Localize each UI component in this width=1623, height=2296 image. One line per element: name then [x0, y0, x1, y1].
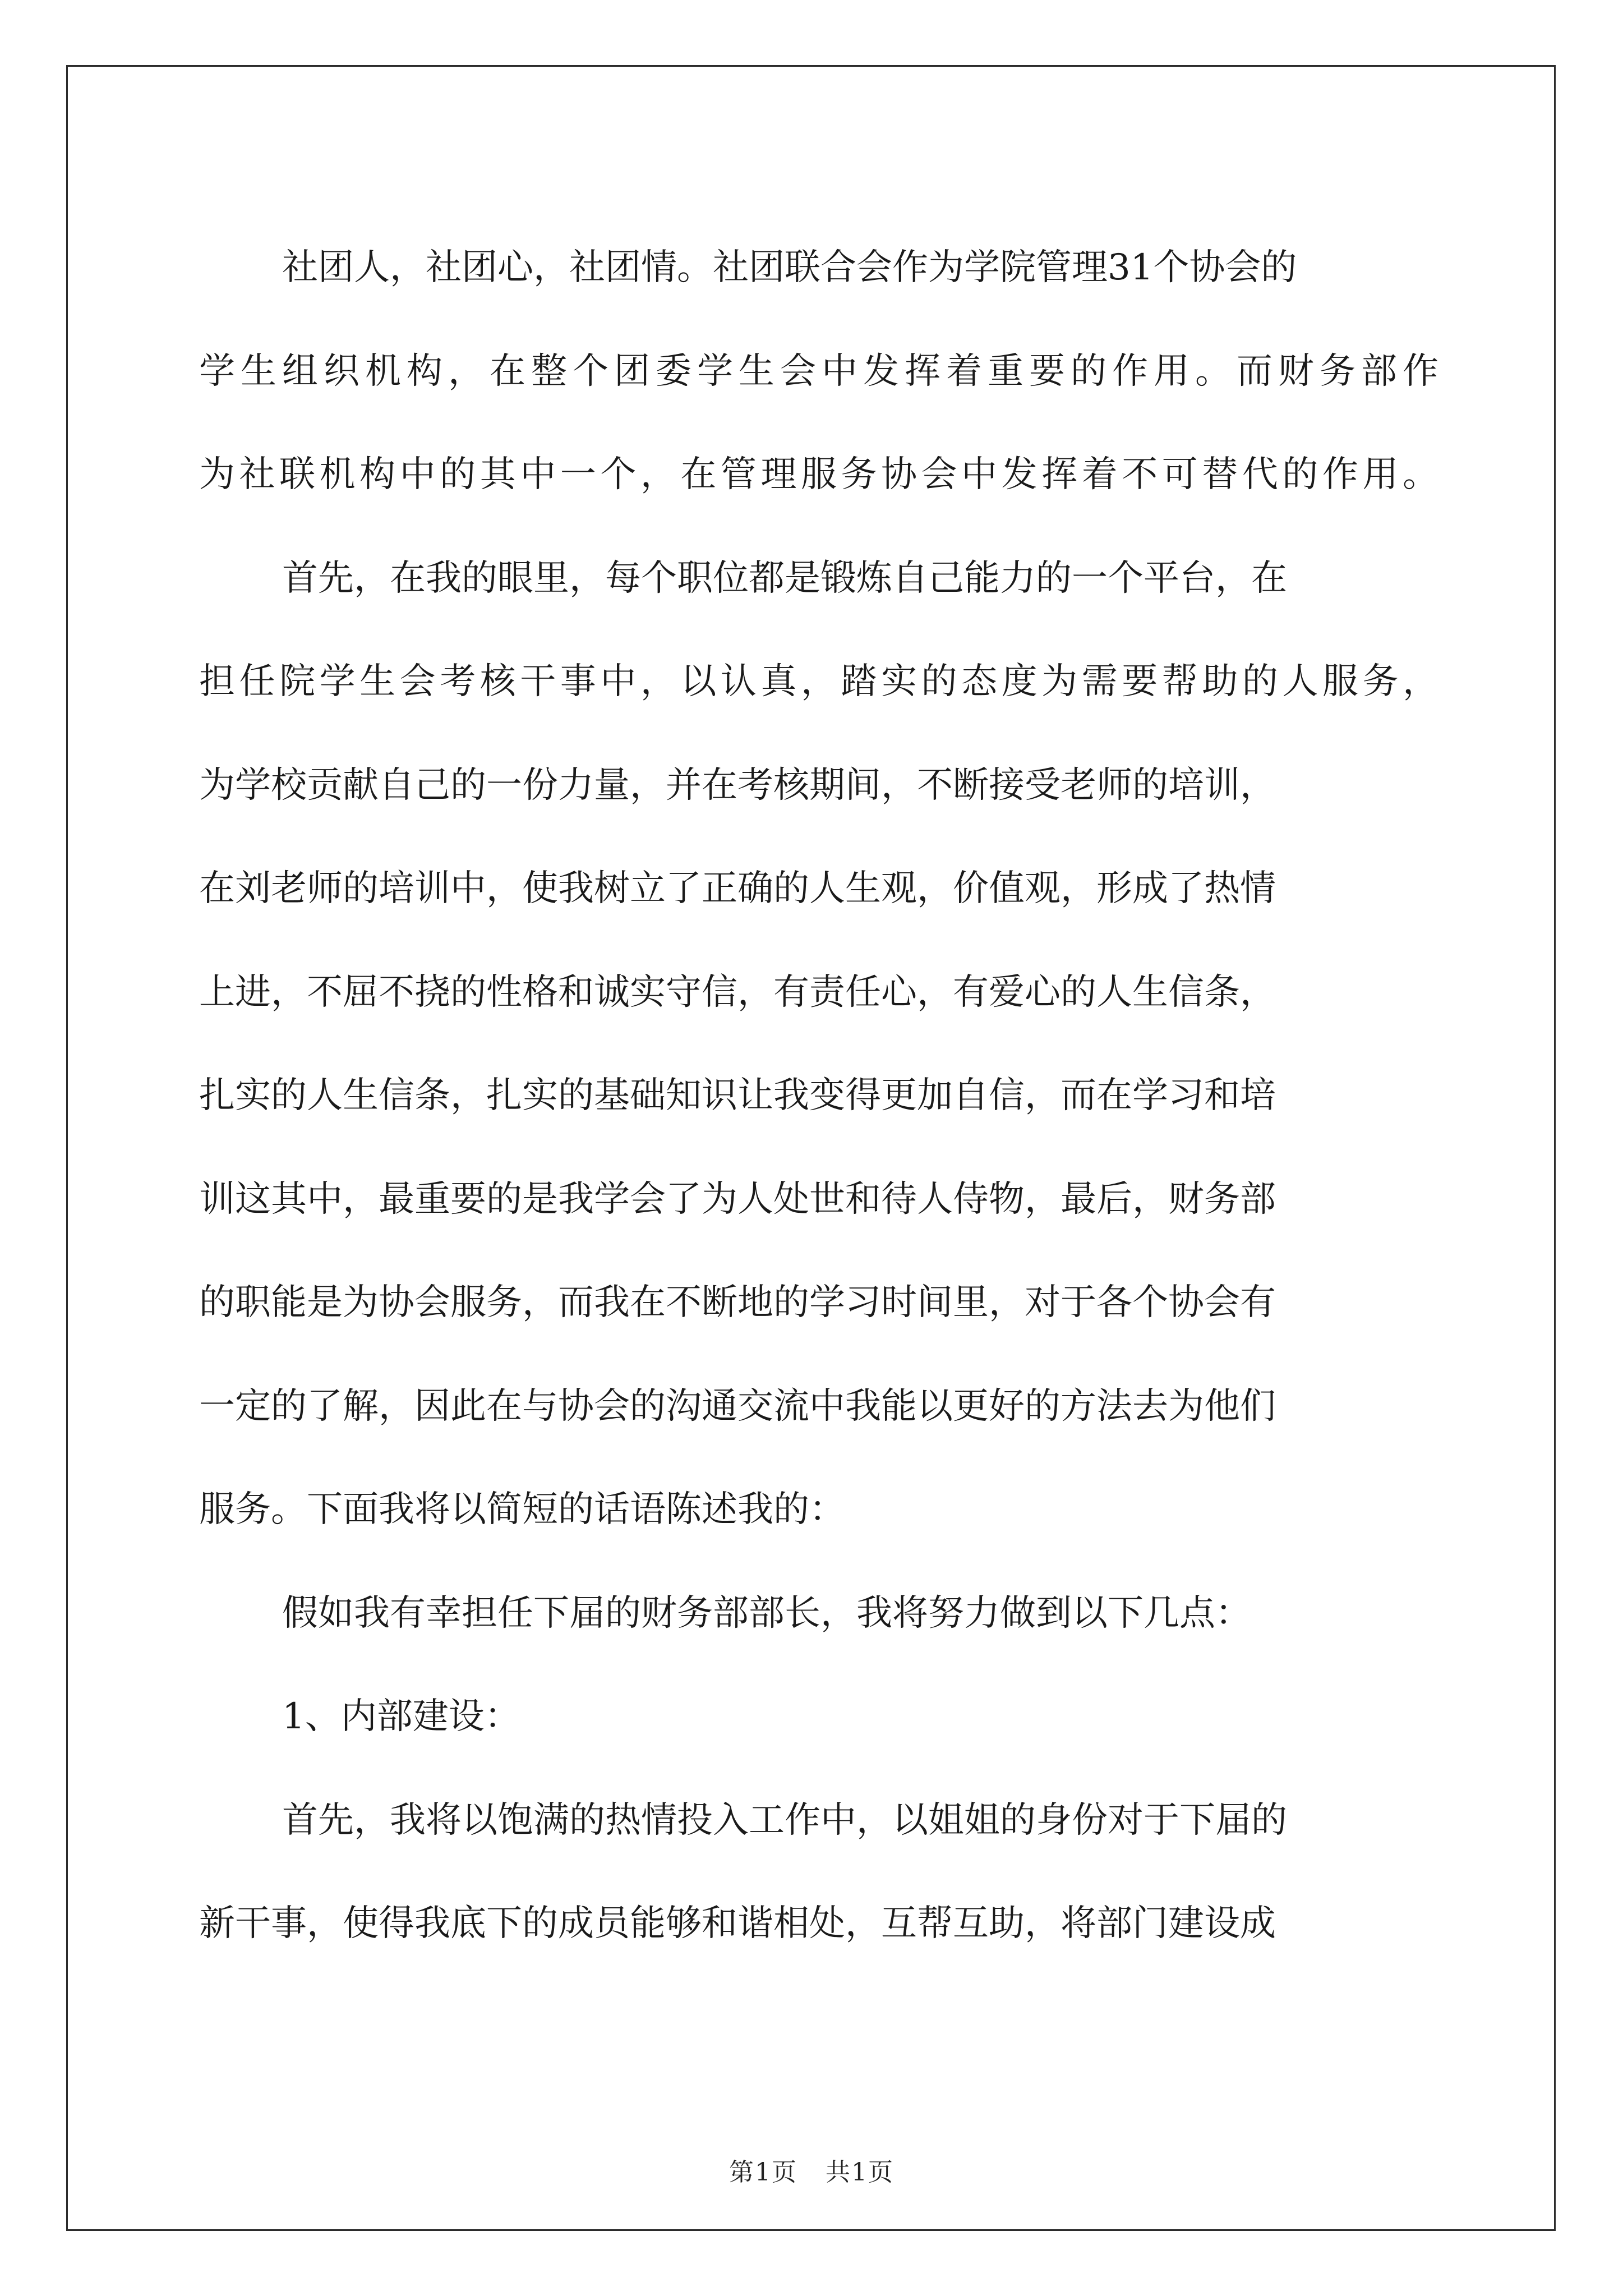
page-number: 第1页 — [729, 2158, 797, 2187]
text-line: 一定的了解，因此在与协会的沟通交流中我能以更好的方法去为他们 — [199, 1385, 1276, 1427]
text-line: 学生组织机构，在整个团委学生会中发挥着重要的作用。而财务部作 — [199, 350, 1438, 392]
text-line: 假如我有幸担任下届的财务部部长，我将努力做到以下几点： — [282, 1592, 1251, 1634]
text-line: 在刘老师的培训中，使我树立了正确的人生观，价值观，形成了热情 — [199, 868, 1276, 909]
text-line: 为学校贡献自己的一份力量，并在考核期间，不断接受老师的培训， — [199, 764, 1276, 806]
text-line: 训这其中，最重要的是我学会了为人处世和待人侍物，最后，财务部 — [199, 1178, 1276, 1220]
text-line: 社团人，社团心，社团情。社团联合会作为学院管理31个协会的 — [282, 247, 1297, 288]
page-total: 共1页 — [826, 2158, 894, 2187]
text-line: 的职能是为协会服务，而我在不断地的学习时间里，对于各个协会有 — [199, 1282, 1276, 1323]
text-line: 1、内部建设： — [282, 1696, 520, 1737]
text-line: 新干事，使得我底下的成员能够和谐相处，互帮互助，将部门建设成 — [199, 1903, 1276, 1944]
page-footer — [0, 2152, 1623, 2188]
text-line: 扎实的人生信条，扎实的基础知识让我变得更加自信，而在学习和培 — [199, 1075, 1276, 1116]
text-line: 首先，在我的眼里，每个职位都是锻炼自己能力的一个平台，在 — [282, 557, 1287, 599]
text-line: 服务。下面我将以简短的话语陈述我的： — [199, 1489, 845, 1530]
text-line: 为社联机构中的其中一个，在管理服务协会中发挥着不可替代的作用。 — [199, 454, 1438, 495]
text-line: 上进，不屈不挠的性格和诚实守信，有责任心，有爱心的人生信条， — [199, 971, 1276, 1013]
text-line: 担任院学生会考核干事中，以认真，踏实的态度为需要帮助的人服务， — [199, 661, 1438, 702]
document-body — [199, 216, 1438, 1976]
text-line: 首先，我将以饱满的热情投入工作中，以姐姐的身份对于下届的 — [282, 1799, 1287, 1841]
